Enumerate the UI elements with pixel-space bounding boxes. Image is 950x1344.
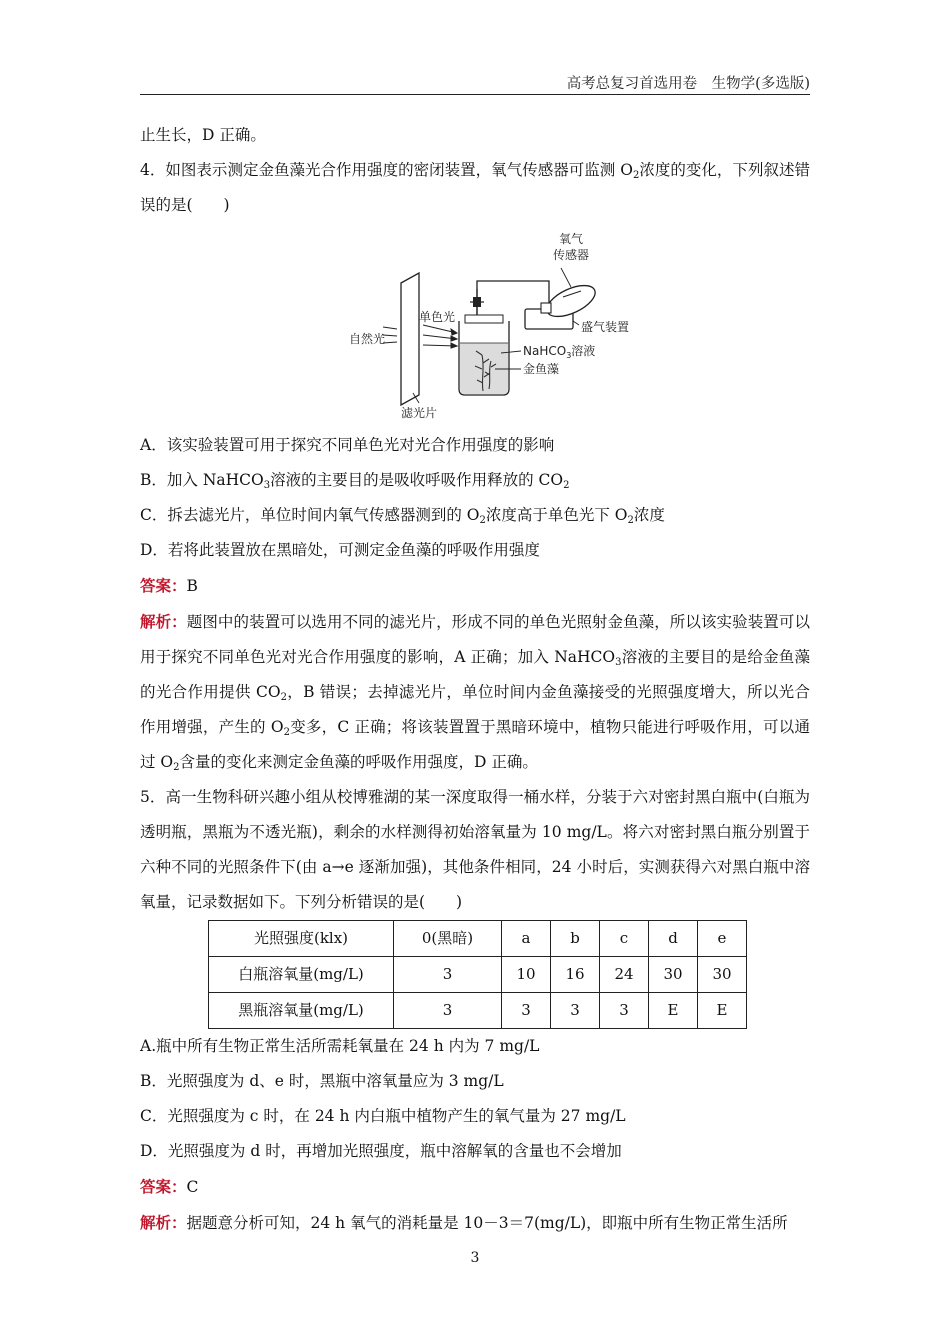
label-sensor-line2: 传感器 xyxy=(553,248,590,262)
label-filter: 滤光片 xyxy=(401,406,438,420)
label-plant: 金鱼藻 xyxy=(523,362,560,376)
q4-o2-subscript: 2 xyxy=(632,170,640,181)
beaker xyxy=(459,315,509,395)
natural-light-rays xyxy=(383,327,397,343)
question-5-stem: 5．高一生物科研兴趣小组从校博雅湖的某一深度取得一桶水样，分装于六对密封黑白瓶中(白瓶为透明瓶，黑瓶为不透光瓶)，剩余的水样测得初始溶氧量为 10 mg/L。将六对密封黑白瓶分别置于六种不同的光照条件下(由 a→e 逐渐加强)，其他条件相同，24 小时后，实测获得六对黑白瓶中溶氧量，记录数据如下。下列分析错误的是( ) xyxy=(140,788,810,911)
running-header: 高考总复习首选用卷 生物学(多选版) xyxy=(566,76,810,92)
table-row: 黑瓶溶氧量(mg/L) 3 3 3 3 E E xyxy=(209,993,747,1029)
arrow-glyph: → xyxy=(331,858,345,876)
label-container: 盛气装置 xyxy=(581,320,630,334)
mono-light-rays xyxy=(423,325,457,348)
table-row: 白瓶溶氧量(mg/L) 3 10 16 24 30 30 xyxy=(209,957,747,993)
valve xyxy=(470,289,484,315)
q5-option-c: C．光照强度为 c 时，在 24 h 内白瓶中植物产生的氧气量为 27 mg/L xyxy=(140,1107,626,1125)
analysis-label: 解析： xyxy=(140,612,187,631)
q5-number: 5． xyxy=(140,788,166,806)
page-number: 3 xyxy=(470,1250,480,1266)
label-sensor-line1: 氧气 xyxy=(559,232,584,246)
oxygen-data-table xyxy=(208,920,747,1029)
q5-answer xyxy=(140,1169,810,1205)
content xyxy=(140,118,810,1241)
table-header-row: 光照强度(klx) 0(黑暗) a b c d e xyxy=(209,921,747,957)
header-rule xyxy=(140,94,810,95)
answer-label: 答案： xyxy=(140,576,187,595)
answer-value: C xyxy=(186,1178,199,1196)
q5-analysis: 解析：据题意分析可知，24 h 氧气的消耗量是 10－3＝7(mg/L)，即瓶中所有生物正常生活所 xyxy=(140,1213,788,1232)
q4-option-a: A．该实验装置可用于探究不同单色光对光合作用强度的影响 xyxy=(140,436,555,454)
apparatus-diagram xyxy=(349,229,630,420)
q5-option-d: D．光照强度为 d 时，再增加光照强度，瓶中溶解氧的含量也不会增加 xyxy=(140,1142,622,1160)
q4-stem-part1: 如图表示测定金鱼藻光合作用强度的密闭装置，氧气传感器可监测 O xyxy=(165,161,633,179)
q5-option-b: B．光照强度为 d、e 时，黑瓶中溶氧量应为 3 mg/L xyxy=(140,1072,504,1090)
intro-line: 止生长，D 正确。 xyxy=(140,126,266,144)
q4-stem-part2: 浓度的变化，下列叙述错误的是( ) xyxy=(140,161,810,214)
q4-option-c: C．拆去滤光片，单位时间内氧气传感器测到的 $O_2$浓度高于单色光下 $O_2$浓度 xyxy=(140,506,665,526)
question-4-stem xyxy=(140,153,810,223)
q4-number: 4． xyxy=(140,161,166,179)
answer-value: B xyxy=(186,577,198,595)
q5-option-a: A.瓶中所有生物正常生活所需耗氧量在 24 h 内为 7 mg/L xyxy=(140,1037,540,1055)
q4-option-b: B．加入 NaHCO$_3$溶液的主要目的是吸收呼吸作用释放的 $CO_2$ xyxy=(140,471,570,491)
label-natural-light: 自然光 xyxy=(349,332,386,346)
q4-option-d: D．若将此装置放在黑暗处，可测定金鱼藻的呼吸作用强度 xyxy=(140,541,540,559)
filter-plate xyxy=(401,273,419,405)
analysis-label: 解析： xyxy=(140,1213,187,1232)
apparatus-figure xyxy=(140,223,810,428)
q4-answer xyxy=(140,568,810,604)
label-solution: NaHCO$_3$溶液 xyxy=(523,344,596,360)
label-mono-light: 单色光 xyxy=(419,310,456,324)
answer-label: 答案： xyxy=(140,1177,187,1196)
q4-analysis: 解析：题图中的装置可以选用不同的滤光片，形成不同的单色光照射金鱼藻，所以该实验装置可以用于探究不同单色光对光合作用强度的影响，A 正确；加入 NaHCO$_3$溶液的主要目的是给金鱼藻的光合作用提供 $CO_2$，B 错误；去掉滤光片，单位时间内金鱼藻接受的光照强度增大，所以光合作用增强，产生的 $O_2$变多，C 正确；将该装置置于黑暗环境中，植物只能进行呼吸作用，可以通过 $O_2$含量的变化来测定金鱼藻的呼吸作用强度，D 正确。 xyxy=(140,612,810,773)
